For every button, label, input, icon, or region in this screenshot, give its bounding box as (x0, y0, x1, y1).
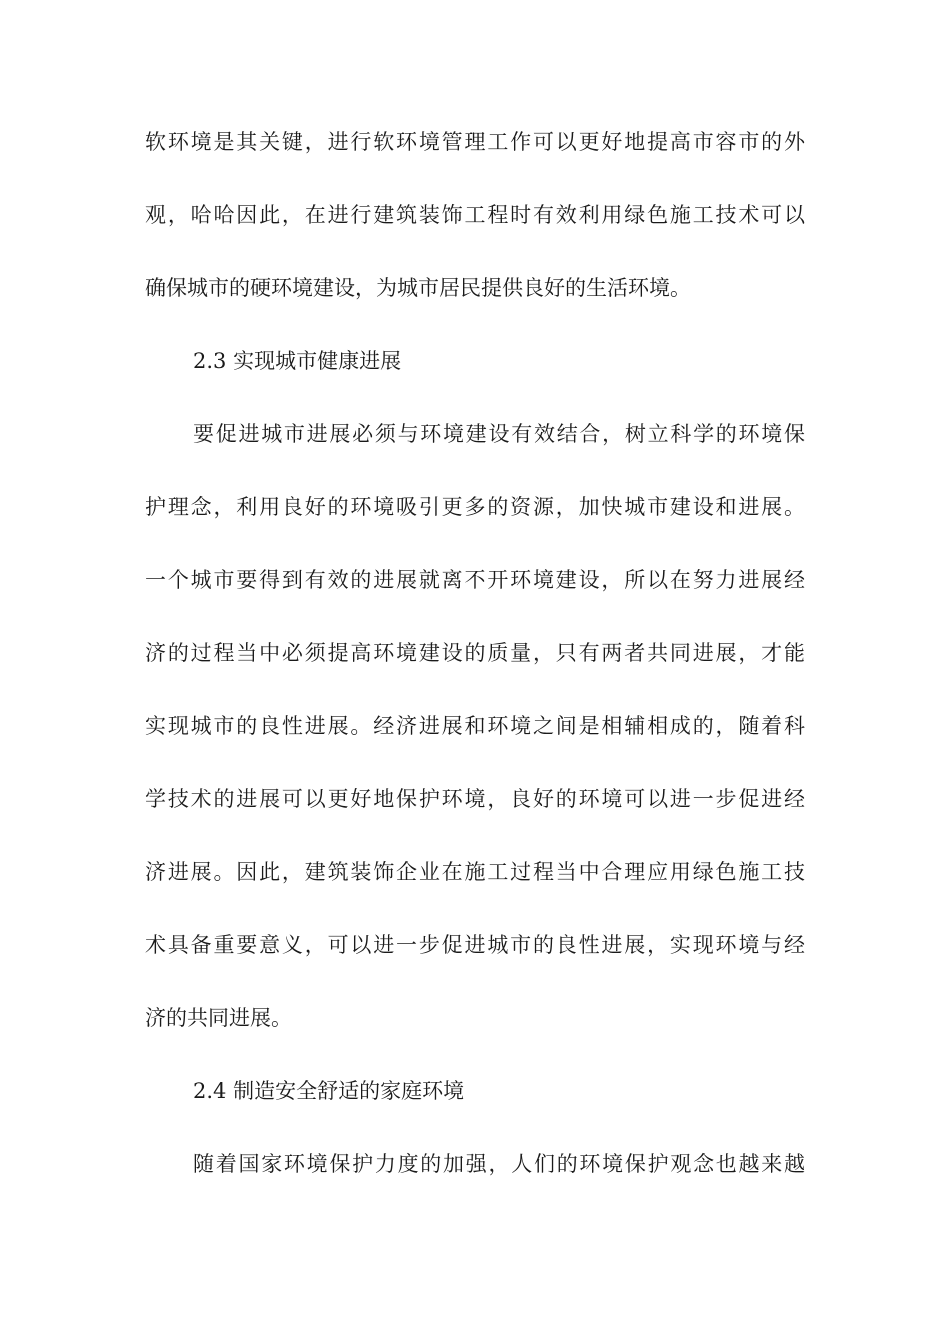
body-line: 确保城市的硬环境建设，为城市居民提供良好的生活环境。 (145, 276, 691, 300)
body-line: 学技术的进展可以更好地保护环境，良好的环境可以进一步促进经 (145, 787, 805, 811)
body-line: 济的共同进展。 (145, 1006, 292, 1030)
body-line: 随着国家环境保护力度的加强，人们的环境保护观念也越来越 (193, 1152, 805, 1176)
body-line: 实现城市的良性进展。经济进展和环境之间是相辅相成的，随着科 (145, 714, 805, 738)
body-line: 观，哈哈因此，在进行建筑装饰工程时有效利用绿色施工技术可以 (145, 203, 805, 227)
section-heading-2-4: 2.4 制造安全舒适的家庭环境 (193, 1079, 465, 1103)
body-line: 护理念，利用良好的环境吸引更多的资源，加快城市建设和进展。 (145, 495, 805, 519)
body-line: 要促进城市进展必须与环境建设有效结合，树立科学的环境保 (193, 422, 805, 446)
document-body (145, 130, 805, 1176)
body-line: 济进展。因此，建筑装饰企业在施工过程当中合理应用绿色施工技 (145, 860, 805, 884)
body-line: 济的过程当中必须提高环境建设的质量，只有两者共同进展，才能 (145, 641, 805, 665)
section-heading-2-3: 2.3 实现城市健康进展 (193, 349, 402, 373)
body-line: 一个城市要得到有效的进展就离不开环境建设，所以在努力进展经 (145, 568, 805, 592)
body-line: 软环境是其关键，进行软环境管理工作可以更好地提高市容市的外 (145, 130, 805, 154)
body-line: 术具备重要意义，可以进一步促进城市的良性进展，实现环境与经 (145, 933, 805, 957)
